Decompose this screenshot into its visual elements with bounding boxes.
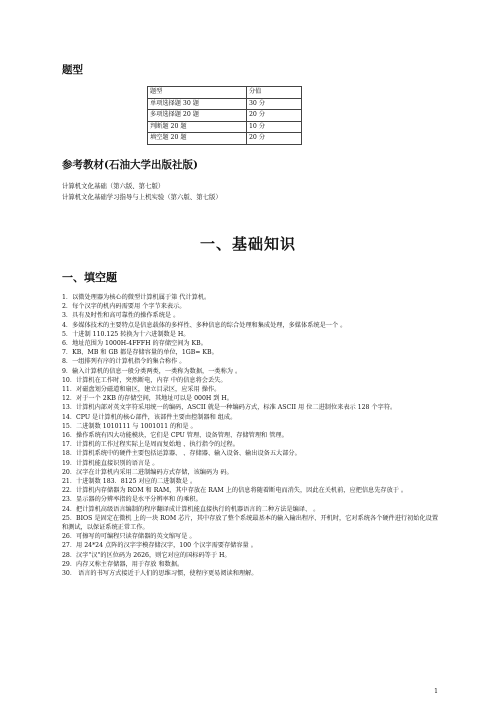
table-cell: 10 分 <box>247 121 302 133</box>
section-title: 一、填空题 <box>62 271 117 284</box>
question-item: 29．内存又称主存储器，用于存放 和数据。 <box>62 560 184 568</box>
question-item: 30． 语言的书写方式接近于人们的思维习惯，使程序更易阅读和理解。 <box>62 570 258 578</box>
question-types-table <box>147 86 302 145</box>
table-cell: 填空题 20 题 <box>148 133 247 145</box>
question-item: 15．二进制数 1010111 与 1001011 的和是 。 <box>62 422 197 430</box>
table-row <box>148 121 302 133</box>
table-header-cell: 分值 <box>247 87 302 99</box>
table-row <box>148 133 302 145</box>
table-cell: 单项选择题 30 题 <box>148 98 247 110</box>
topic-heading: 题型 <box>62 64 83 76</box>
table-cell: 多项选择题 20 题 <box>148 110 247 122</box>
table-row <box>148 110 302 122</box>
book-item: 计算机文化基础（第六版、第七版） <box>62 182 165 190</box>
question-item: 13．计算机内部对英文字符采用统一的编码，ASCII 就是一种编码方式，标准 ASCII 用 位二进制位来表示 128 个字符。 <box>62 404 397 412</box>
book-list <box>62 181 222 203</box>
table-cell: 20 分 <box>247 133 302 145</box>
question-item: 17．计算机的工作过程实际上是周而复始地 、执行指令的过程。 <box>62 441 239 449</box>
question-item: 16．操作系统有四大功能模块，它们是 CPU 管理、设备管理、存储管理和 管理。 <box>62 432 288 440</box>
question-item: 20．汉字在计算机内采用二进制编码方式存储，该编码为 码。 <box>62 468 233 476</box>
table-header-cell: 题型 <box>148 87 247 99</box>
table-header-row <box>148 87 302 99</box>
question-item: 8．一组排列有序的计算机指令的集合称作 。 <box>62 358 186 366</box>
question-item: 19．计算机能直接识别的语言是 。 <box>62 459 159 467</box>
question-item: 21．十进制数 183．8125 对应的二进制数是 。 <box>62 478 197 486</box>
question-item: 11．对磁盘划分磁道和扇区，建立目录区，应采用 操作。 <box>62 386 221 394</box>
question-item: 24．把计算机高级语言编制的程序翻译成计算机能直接执行的机器语言的二种方法是编译、 。 <box>62 505 320 513</box>
question-item: 23．显示器的分辨率指的是水平分辨率和 的乘积。 <box>62 496 202 504</box>
question-item: 27．用 24*24 点阵的汉字字模存储汉字，100 个汉字需要存储容量 。 <box>62 542 257 550</box>
table-cell: 20 分 <box>247 110 302 122</box>
books-heading: 参考教材(石油大学出版社版) <box>62 159 198 171</box>
page-number: 1 <box>434 688 438 695</box>
question-item: 1．以微处理器为核心的微型计算机属于第 代计算机。 <box>62 294 211 301</box>
table-cell: 判断题 20 题 <box>148 121 247 133</box>
question-item: 25．BIOS 是固定在微机 上的一块 ROM 芯片，其中存放了整个系统最基本的输入输出程序、开机时，它对系统各个硬件进行初始化设置和测试，以保证系统正常工作。 <box>62 514 439 532</box>
table-row <box>148 98 302 110</box>
question-item: 28．汉字"汉"的区位码为 2626，则它对应的国标码等于 H。 <box>62 551 231 559</box>
question-item: 7．KB、MB 和 GB 都是存储容量的单位，1GB= KB。 <box>62 349 218 357</box>
question-item: 4．多媒体技术的主要特点是信息载体的多样性、多种信息的综合处理和集成处理，多媒体系统是一个 。 <box>62 321 347 329</box>
question-item: 26．可擦写的可编程只读存储器的英文缩写是 。 <box>62 533 196 541</box>
question-item: 12．对于一个 2KB 的存储空间，其地址可以是 000H 到 H。 <box>62 395 233 403</box>
question-item: 5．十进制 110.125 转换为十六进制数是 H。 <box>62 330 190 338</box>
table-cell: 30 分 <box>247 98 302 110</box>
question-item: 22．计算机内存储器为 ROM 和 RAM，其中存放在 RAM 上的信息将随着断电而消失，因此在关机前，应把信息先存放于 。 <box>62 487 408 495</box>
question-list <box>62 293 444 578</box>
question-item: 9．输入计算机的信息一般分类两类，一类称为数据，一类称为 。 <box>62 367 242 375</box>
question-item: 10．计算机在工作时，突然断电，内存 中的信息将会丢失。 <box>62 376 227 384</box>
question-item: 14．CPU 是计算机的核心部件，该部件主要由控制器和 组成。 <box>62 413 237 421</box>
question-item: 2．每个汉字的机内码需要用 个字节来表示。 <box>62 303 186 311</box>
question-item: 3．具有及时性和高可靠性的操作系统是 。 <box>62 312 180 320</box>
question-item: 18．计算机系统中的硬件主要包括运算器、 、存储器、输入设备、输出设备五大部分。 <box>62 450 301 458</box>
question-item: 6．地址范围为 1000H-4FFFH 的存储空间为 KB。 <box>62 340 207 348</box>
book-item: 计算机文化基础学习指导与上机实验（第六版、第七版） <box>62 193 222 201</box>
chapter-title: 一、基础知识 <box>199 235 296 253</box>
